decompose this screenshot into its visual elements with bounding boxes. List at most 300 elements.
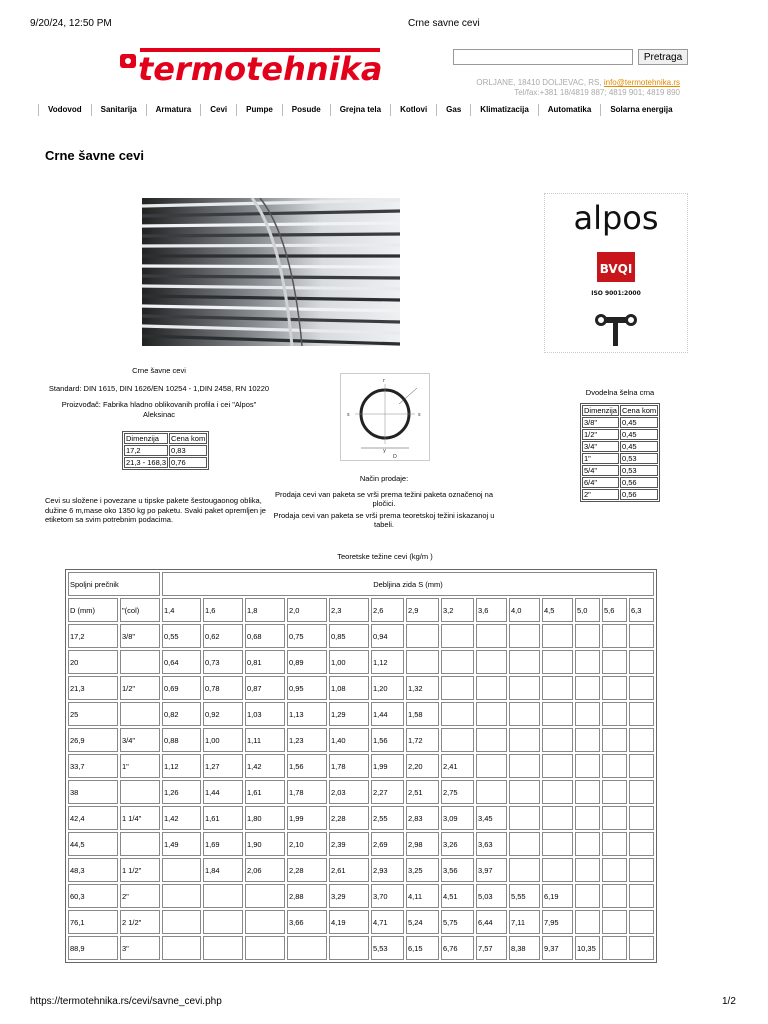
table-cell: 0,83 [169,445,207,456]
sale-line-2: Prodaja cevi van paketa se vrši prema teoretskoj težini iskazanoj u tabeli. [273,510,495,529]
table-cell [509,858,540,882]
table-cell: 2 1/2" [120,910,160,934]
table-row [582,477,658,488]
table-cell [575,858,600,882]
table-cell: 38 [68,780,118,804]
table-cell: 1,12 [162,754,201,778]
table-cell: 3" [120,936,160,960]
table-cell [602,728,627,752]
table-cell: 1,72 [406,728,439,752]
table-cell: 0,73 [203,650,243,674]
table-cell [120,702,160,726]
table-cell: 4,5 [542,598,573,622]
table-cell: 2,10 [287,832,327,856]
search-button[interactable]: Pretraga [638,49,688,65]
table-cell: 3,2 [441,598,474,622]
table-cell: 6,19 [542,884,573,908]
table-cell [575,754,600,778]
table-cell [542,676,573,700]
sale-line-1: Prodaja cevi van paketa se vrši prema težini paketa označenoj na pločici. [274,489,494,508]
table-cell: 5,55 [509,884,540,908]
table-cell: 7,11 [509,910,540,934]
table-row [124,445,207,456]
table-cell: 4,71 [371,910,404,934]
table-cell: 3,25 [406,858,439,882]
table-row [582,489,658,500]
table-cell [629,676,654,700]
table-cell: 1,12 [371,650,404,674]
table-cell: 4,19 [329,910,369,934]
nav-item-automatika[interactable]: Automatika [538,104,601,116]
table-cell: 6,76 [441,936,474,960]
table-cell: 3,45 [476,806,507,830]
table-cell [602,676,627,700]
table-cell: 1,58 [406,702,439,726]
table-cell: 2,39 [329,832,369,856]
table-cell [542,650,573,674]
table-cell: 21,3 - 168,3 [126,458,167,467]
table-cell: 1 1/4" [120,806,160,830]
main-nav [38,101,732,118]
table-cell [203,936,243,960]
svg-text:termotehnika: termotehnika [138,50,383,88]
table-cell: Cena kom [171,434,206,443]
table-cell: 0,89 [287,650,327,674]
table-cell [629,650,654,674]
table-cell: 3/4" [582,441,619,452]
table-cell: 1,90 [245,832,285,856]
table-cell [162,910,201,934]
pipes-photo [142,198,400,346]
table-cell: 42,4 [68,806,118,830]
table-cell [542,624,573,648]
table-cell: 2,51 [406,780,439,804]
table-cell: 1,00 [203,728,243,752]
phones: Tel/fax:+381 18/4819 887; 4819 901; 4819 890 [514,88,680,97]
table-cell [476,624,507,648]
table-cell [509,650,540,674]
table-cell: 0,88 [162,728,201,752]
nav-item-kotlovi[interactable]: Kotlovi [390,104,436,116]
table-cell [245,884,285,908]
table-cell: Spoljni prečnik [68,572,160,596]
nav-item-cevi[interactable]: Cevi [200,104,236,116]
table-cell: 1,56 [371,728,404,752]
table-cell [629,936,654,960]
table-cell [629,884,654,908]
table-cell: 1,42 [245,754,285,778]
table-cell: 1,23 [287,728,327,752]
table-row [68,754,654,778]
table-cell: 3,70 [371,884,404,908]
table-cell: 0,45 [620,441,658,452]
table-cell: 5/4" [582,465,619,476]
table-cell: 1,49 [162,832,201,856]
table-cell [476,754,507,778]
table-cell: 4,11 [406,884,439,908]
table-cell: 2,3 [329,598,369,622]
table-cell [575,884,600,908]
table-cell: 1,26 [162,780,201,804]
table-cell: 1,27 [203,754,243,778]
table-cell: 0,45 [620,417,658,428]
table-cell: Dimenzija [584,406,617,415]
table-cell: 2,6 [371,598,404,622]
table-cell [476,728,507,752]
table-cell: 0,56 [620,477,658,488]
table-cell: 4,0 [509,598,540,622]
table-cell [602,806,627,830]
email-link[interactable]: info@termotehnika.rs [603,78,680,87]
table-cell [542,702,573,726]
table-cell [441,728,474,752]
table-cell: 1/2" [582,429,619,440]
table-cell: 0,92 [203,702,243,726]
table-cell [629,624,654,648]
table-cell: 1,56 [287,754,327,778]
table-cell: 0,78 [203,676,243,700]
table-cell: 1" [582,453,619,464]
table-cell: 9,37 [542,936,573,960]
nav-item-sanitarija[interactable]: Sanitarija [91,104,146,116]
table-cell: 1,03 [245,702,285,726]
table-row [68,624,654,648]
table-cell: 1,44 [203,780,243,804]
table-cell: 2,20 [406,754,439,778]
table-cell: 1,42 [162,806,201,830]
table-cell [629,858,654,882]
table-cell: 4,51 [441,884,474,908]
table-cell: 17,2 [124,445,168,456]
table-cell [203,910,243,934]
iso-text: ISO 9001:2000 [591,290,641,297]
table-cell: 44,5 [68,832,118,856]
table-cell [629,780,654,804]
table-cell [509,702,540,726]
table-cell: 1,29 [329,702,369,726]
table-row [582,417,658,428]
table-cell: 1,11 [245,728,285,752]
table-cell: 0,55 [162,624,201,648]
clamp-title: Dvodelna šelna crna [585,388,655,397]
table-row [582,405,658,416]
table-cell: 1,61 [203,806,243,830]
table-cell: 17,2 [68,624,118,648]
table-cell [575,780,600,804]
table-cell: 76,1 [68,910,118,934]
table-cell: 3/8" [120,624,160,648]
table-cell [406,650,439,674]
table-cell [509,832,540,856]
table-cell: 3,63 [476,832,507,856]
table-cell: 2,83 [406,806,439,830]
table-cell: 0,82 [162,702,201,726]
table-cell: 1,08 [329,676,369,700]
sale-title: Način prodaje: [359,474,409,483]
table-row [582,441,658,452]
nav-item-grejna-tela[interactable]: Grejna tela [330,104,390,116]
table-cell [602,858,627,882]
table-cell: 1,32 [406,676,439,700]
table-cell: 0,69 [162,676,201,700]
table-cell: 1,78 [287,780,327,804]
table-row [124,433,207,444]
table-cell [542,832,573,856]
table-cell: 2,27 [371,780,404,804]
table-cell [542,780,573,804]
table-cell: 3,56 [441,858,474,882]
table-cell [329,936,369,960]
table-cell: 1 1/2" [120,858,160,882]
table-cell [575,702,600,726]
table-cell: 2,28 [287,858,327,882]
search-input[interactable] [453,49,633,65]
table-cell: 1,13 [287,702,327,726]
table-cell: 1,99 [371,754,404,778]
table-cell: 0,45 [620,429,658,440]
table-cell: 0,53 [620,453,658,464]
table-cell: 3,26 [441,832,474,856]
table-cell [162,936,201,960]
table-cell [629,910,654,934]
table-cell [245,910,285,934]
table-row [582,453,658,464]
table-cell: 1,40 [329,728,369,752]
table-cell: 5,24 [406,910,439,934]
table-cell: 7,95 [542,910,573,934]
table-cell: 2,93 [371,858,404,882]
table-cell: 2,55 [371,806,404,830]
table-cell [575,806,600,830]
table-cell: 0,53 [620,465,658,476]
table-cell: 1,84 [203,858,243,882]
nav-item-klimatizacija[interactable]: Klimatizacija [470,104,537,116]
alpos-clamp-icon [595,314,637,346]
table-cell: 0,94 [371,624,404,648]
table-row [68,598,654,622]
table-cell: 1,69 [203,832,243,856]
footer-url: https://termotehnika.rs/cevi/savne_cevi.php [30,996,222,1007]
table-cell [575,624,600,648]
table-cell: 2,98 [406,832,439,856]
table-cell: 0,85 [329,624,369,648]
table-cell: 1,00 [329,650,369,674]
weights-table-caption: Teoretske težine cevi (kg/m ) [337,552,433,561]
table-cell [162,858,201,882]
table-cell: 25 [68,702,118,726]
table-cell [602,780,627,804]
sale-info [270,474,498,532]
table-cell: 1,99 [287,806,327,830]
info-standard: Standard: DIN 1615, DIN 1626/EN 10254 - 1,DIN 2458, RN 10220 [48,383,270,393]
table-cell: 2,0 [287,598,327,622]
table-cell [120,780,160,804]
table-cell: 3,29 [329,884,369,908]
table-cell: 1,44 [371,702,404,726]
clamp-price-table [580,403,660,502]
table-cell: 1,8 [245,598,285,622]
table-cell: 1,80 [245,806,285,830]
table-cell: 0,75 [287,624,327,648]
table-cell: 5,6 [602,598,627,622]
table-cell [602,936,627,960]
table-cell [602,884,627,908]
table-row [68,884,654,908]
table-cell: 60,3 [68,884,118,908]
table-cell: 5,03 [476,884,507,908]
table-cell [509,806,540,830]
table-cell [629,806,654,830]
cert-logo: BVQI [599,262,633,276]
nav-item-vodovod[interactable]: Vodovod [38,104,91,116]
table-cell [509,728,540,752]
table-cell [575,910,600,934]
price-table [122,431,209,470]
table-cell [575,650,600,674]
nav-item-gas[interactable]: Gas [436,104,470,116]
table-cell [245,936,285,960]
table-cell: 33,7 [68,754,118,778]
table-cell: 2,41 [441,754,474,778]
table-cell: "(col) [120,598,160,622]
table-cell: 5,75 [441,910,474,934]
page-title: Crne šavne cevi [45,148,145,163]
table-cell: 2,88 [287,884,327,908]
table-row [68,806,654,830]
table-cell: 2,28 [329,806,369,830]
table-cell [509,624,540,648]
table-cell: 3,66 [287,910,327,934]
table-cell: D (mm) [68,598,118,622]
table-cell [441,702,474,726]
table-cell: 8,38 [509,936,540,960]
table-row [68,702,654,726]
table-cell [287,936,327,960]
print-title: Crne savne cevi [408,18,480,29]
table-cell: Cena kom [621,406,657,415]
footer-page-number: 1/2 [722,996,736,1007]
table-cell: 2,06 [245,858,285,882]
table-cell: 1,61 [245,780,285,804]
table-row [68,780,654,804]
table-cell: 21,3 [68,676,118,700]
table-row [68,936,654,960]
table-cell: 1,4 [162,598,201,622]
info-block [45,366,273,426]
table-cell [476,702,507,726]
table-row [68,650,654,674]
table-cell: 2" [582,489,619,500]
alpos-logo [544,193,688,353]
table-cell: 0,87 [245,676,285,700]
table-cell: 0,76 [169,457,207,468]
nav-item-armatura[interactable]: Armatura [146,104,201,116]
table-cell [476,650,507,674]
table-cell: 7,57 [476,936,507,960]
table-cell [629,754,654,778]
table-row [68,858,654,882]
table-cell: 2,03 [329,780,369,804]
table-cell: 0,95 [287,676,327,700]
table-cell [602,624,627,648]
table-cell: Debljina zida S (mm) [162,572,654,596]
table-cell: 3,97 [476,858,507,882]
table-cell [203,884,243,908]
table-cell [542,806,573,830]
table-cell: 1,20 [371,676,404,700]
table-cell: 0,56 [620,489,658,500]
table-cell: 0,81 [245,650,285,674]
table-cell [509,754,540,778]
table-cell [542,728,573,752]
table-cell [542,754,573,778]
table-cell [162,884,201,908]
diagram-label: s [347,412,350,418]
table-cell [441,650,474,674]
table-cell: 5,0 [575,598,600,622]
table-cell: 26,9 [68,728,118,752]
table-cell [602,832,627,856]
table-cell [441,624,474,648]
info-producer: Proizvođač: Fabrika hladno oblikovanih profila i cei "Alpos" Aleksinac [61,400,257,419]
table-cell [629,832,654,856]
table-cell [509,676,540,700]
table-cell [120,650,160,674]
table-cell: 88,9 [68,936,118,960]
table-row [68,572,654,596]
table-cell [120,832,160,856]
nav-item-pumpe[interactable]: Pumpe [236,104,282,116]
table-cell [542,858,573,882]
weights-table [65,569,657,963]
table-cell: 48,3 [68,858,118,882]
table-cell [629,702,654,726]
table-cell [476,676,507,700]
contact-info [430,78,680,98]
table-cell [602,702,627,726]
table-cell: 1,78 [329,754,369,778]
table-cell [476,780,507,804]
table-cell: 2,75 [441,780,474,804]
print-date: 9/20/24, 12:50 PM [30,18,112,29]
table-row [582,429,658,440]
table-cell: 2,61 [329,858,369,882]
diagram-label: y [383,448,386,454]
table-cell: 1" [120,754,160,778]
termotehnika-logo[interactable] [118,42,383,92]
table-cell: 3,6 [476,598,507,622]
table-row [124,457,207,468]
table-row [68,676,654,700]
table-cell: 3/4" [120,728,160,752]
nav-item-posude[interactable]: Posude [282,104,330,116]
diagram-label: r [383,378,386,384]
table-cell: 0,62 [203,624,243,648]
diagram-label: D [393,454,397,460]
table-cell: 6/4" [582,477,619,488]
address: ORLJANE, 18410 DOLJEVAC, RS, [476,78,602,87]
nav-item-solarna-energija[interactable]: Solarna energija [600,104,681,116]
table-cell: 6,3 [629,598,654,622]
info-caption: Crne šavne cevi [132,366,186,375]
table-row [582,465,658,476]
table-cell: 2,69 [371,832,404,856]
table-cell: 0,64 [162,650,201,674]
table-row [68,728,654,752]
table-cell [602,754,627,778]
table-cell: 3,09 [441,806,474,830]
table-row [68,832,654,856]
